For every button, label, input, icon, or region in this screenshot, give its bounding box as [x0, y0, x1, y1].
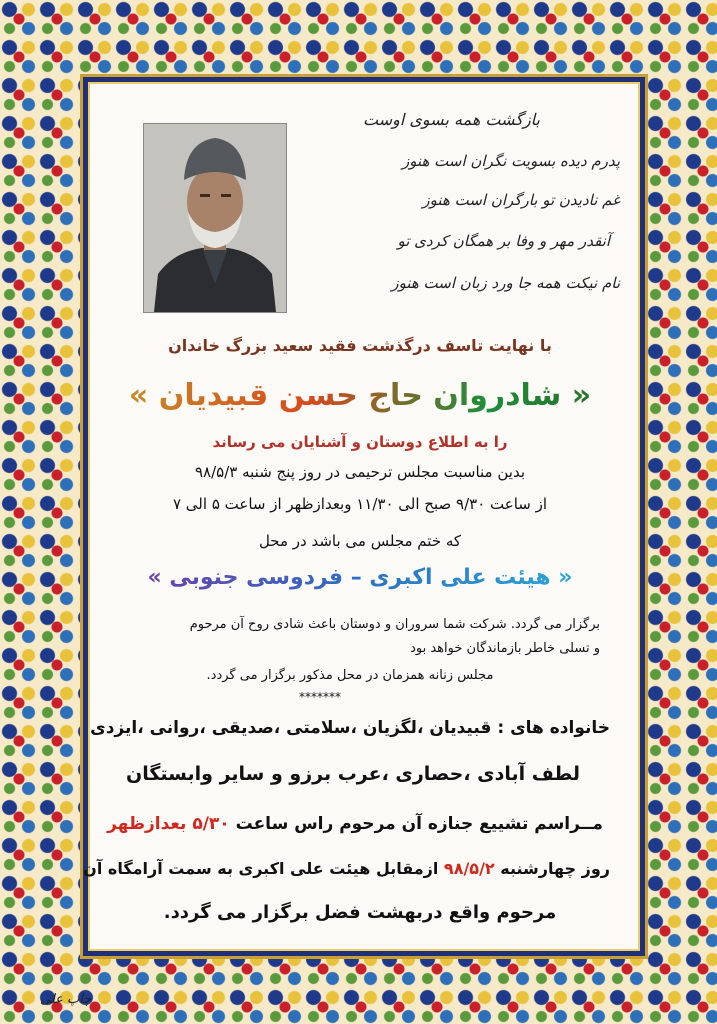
- portrait-photo: [143, 123, 287, 313]
- funeral-route: ازمقابل هیئت علی اکبری به سمت آرامگاه آن: [83, 859, 444, 878]
- ceremony-line: که ختم مجلس می باشد در محل: [258, 532, 462, 550]
- notification-line: را به اطلاع دوستان و آشنایان می رساند: [212, 433, 508, 451]
- poem-line: آنقدر مهر و وفا بر همگان کردی تو: [397, 232, 610, 250]
- announcement-headline: با نهایت تاسف درگذشت فقید سعید بزرگ خاندان: [168, 336, 552, 355]
- poem-line: نام نیکت همه جا ورد زبان است هنوز: [391, 274, 620, 292]
- printer-signature: چاپ علی: [40, 992, 92, 1007]
- funeral-time: ۵/۳۰ بعدازظهر: [107, 814, 230, 834]
- funeral-line: [100, 814, 610, 834]
- funeral-lead: مــراسم تشییع جنازه آن مرحوم راس ساعت: [229, 814, 603, 834]
- poem-line: غم نادیدن تو بارگران است هنوز: [422, 191, 620, 209]
- ceremony-line: از ساعت ۹/۳۰ صبح الی ۱۱/۳۰ وبعدازظهر از ساعت ۵ الی ۷: [172, 495, 548, 513]
- families-line: خانواده های : قبیدیان ،لگزیان ،سلامتی ،صدیقی ،روانی ،ایزدی: [90, 718, 610, 738]
- opening-quote: بازگشت همه بسوی اوست: [363, 110, 540, 129]
- portrait-image: [144, 124, 286, 312]
- closing-line: برگزار می گردد. شرکت شما سروران و دوستان باعث شادی روح آن مرحوم: [189, 617, 600, 632]
- families-line: لطف آبادی ،حصاری ،عرب برزو و سایر وابستگان: [126, 763, 580, 785]
- funeral-line: مرحوم واقع دربهشت فضل برگزار می گردد.: [163, 902, 557, 923]
- funeral-date: ۹۸/۵/۲: [443, 859, 495, 878]
- funeral-line: [83, 859, 610, 878]
- poem-line: پدرم دیده بسویت نگران است هنوز: [401, 152, 620, 170]
- funeral-day: روز چهارشنبه: [494, 859, 610, 878]
- deceased-name: « شادروان حاج حسن قبیدیان »: [110, 378, 610, 413]
- ceremony-line: بدین مناسبت مجلس ترحیمی در روز پنج شنبه ۹۸/۵/۳: [194, 463, 526, 481]
- closing-line: مجلس زنانه همزمان در محل مذکور برگزار می گردد.: [206, 668, 494, 683]
- separator-stars: *******: [299, 690, 341, 704]
- closing-line: و تسلی خاطر بازماندگان خواهد بود: [410, 641, 600, 656]
- venue-name: « هیئت علی اکبری – فردوسی جنوبی »: [140, 565, 580, 590]
